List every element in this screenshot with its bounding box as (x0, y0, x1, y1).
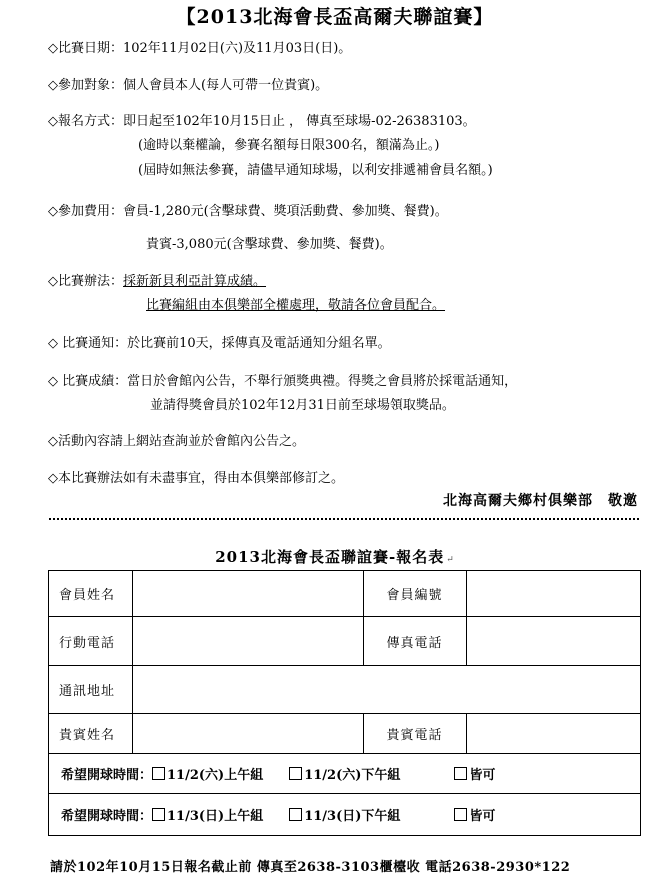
dotted-divider (49, 518, 639, 520)
option-day1-either[interactable] (454, 764, 495, 783)
item-result-2: 並請得獎會員於102年12月31日前至球場領取獎品。 (150, 398, 455, 413)
checkbox[interactable] (289, 808, 302, 821)
checkbox[interactable] (289, 767, 302, 780)
guest-phone-field[interactable] (467, 714, 641, 754)
registration-table (48, 570, 641, 836)
mobile-field[interactable] (132, 617, 364, 666)
checkbox[interactable] (454, 808, 467, 821)
checkbox[interactable] (152, 808, 165, 821)
option-label: 11/3(日)下午組 (304, 809, 401, 824)
member-no-field[interactable] (467, 571, 641, 617)
option-day1-pm[interactable] (289, 764, 400, 783)
item-result-1: ◇ 比賽成績：當日於會館內公告，不舉行頒獎典禮。得獎之會員將於採電話通知， (48, 374, 518, 389)
table-row (49, 666, 641, 714)
tee-time-label: 希望開球時間： (61, 809, 153, 824)
checkbox[interactable] (454, 767, 467, 780)
option-label: 皆可 (469, 809, 496, 824)
tee-time-label: 希望開球時間： (61, 768, 153, 783)
table-row (49, 571, 641, 617)
form-title-text: 2013北海會長盃聯誼賽-報名表 (215, 548, 445, 566)
item-method-1: 採新新貝利亞計算成績。 (123, 274, 267, 289)
option-day2-either[interactable] (454, 805, 495, 824)
member-no-label: 會員編號 (364, 571, 467, 617)
item-date: ◇比賽日期：102年11月02日(六)及11月03日(日)。 (48, 41, 352, 56)
member-name-label: 會員姓名 (49, 571, 133, 617)
item-signup-note1: (逾時以棄權論，參賽名額每日限300名，額滿為止。) (138, 138, 440, 153)
item-signup: ◇報名方式：即日起至102年10月15日止 ， 傳真至球場-02-26383103。 (48, 114, 476, 129)
page-title: 【2013北海會長盃高爾夫聯誼賽】 (176, 6, 494, 28)
signature: 北海高爾夫鄉村俱樂部 敬邀 (443, 493, 638, 509)
item-target: ◇參加對象：個人會員本人(每人可帶一位貴賓)。 (48, 78, 329, 93)
item-fee-guest: 貴賓-3,080元(含擊球費、參加獎、餐費)。 (146, 237, 393, 252)
item-notice: ◇ 比賽通知：於比賽前10天，採傳真及電話通知分組名單。 (48, 336, 391, 351)
item-method (48, 273, 266, 291)
option-label: 11/2(六)下午組 (304, 768, 401, 783)
option-label: 皆可 (469, 768, 496, 783)
form-title (0, 546, 670, 567)
item-signup-note2: (屆時如無法參賽，請儘早通知球場，以利安排遞補會員名額。) (138, 163, 493, 178)
checkbox[interactable] (152, 767, 165, 780)
guest-phone-label: 貴賓電話 (364, 714, 467, 754)
option-day1-am[interactable] (152, 764, 263, 783)
item-method-label: ◇比賽辦法： (48, 274, 123, 289)
fax-field[interactable] (467, 617, 641, 666)
footer-note: 請於102年10月15日報名截止前 傳真至2638-3103櫃檯收 電話2638-2930*122 (50, 860, 571, 875)
item-fee-member: ◇參加費用：會員-1,280元(含擊球費、獎項活動費、參加獎、餐費)。 (48, 204, 448, 219)
mobile-label: 行動電話 (49, 617, 133, 666)
item-other: ◇本比賽辦法如有未盡事宜，得由本俱樂部修訂之。 (48, 471, 344, 486)
fax-label: 傳真電話 (364, 617, 467, 666)
table-row (49, 794, 641, 836)
table-row (49, 617, 641, 666)
address-field[interactable] (132, 666, 640, 714)
option-day2-pm[interactable] (289, 805, 400, 824)
tee-time-row-day1 (49, 754, 641, 794)
item-method-2: 比賽編組由本俱樂部全權處理，敬請各位會員配合。 (146, 298, 446, 313)
table-row (49, 754, 641, 794)
guest-name-field[interactable] (132, 714, 364, 754)
return-mark: ↵ (446, 555, 455, 565)
tee-time-row-day2 (49, 794, 641, 836)
table-row (49, 714, 641, 754)
guest-name-label: 貴賓姓名 (49, 714, 133, 754)
option-label: 11/2(六)上午組 (167, 768, 264, 783)
option-day2-am[interactable] (152, 805, 263, 824)
member-name-field[interactable] (132, 571, 364, 617)
option-label: 11/3(日)上午組 (167, 809, 264, 824)
address-label: 通訊地址 (49, 666, 133, 714)
item-website: ◇活動內容請上網站查詢並於會館內公告之。 (48, 434, 305, 449)
